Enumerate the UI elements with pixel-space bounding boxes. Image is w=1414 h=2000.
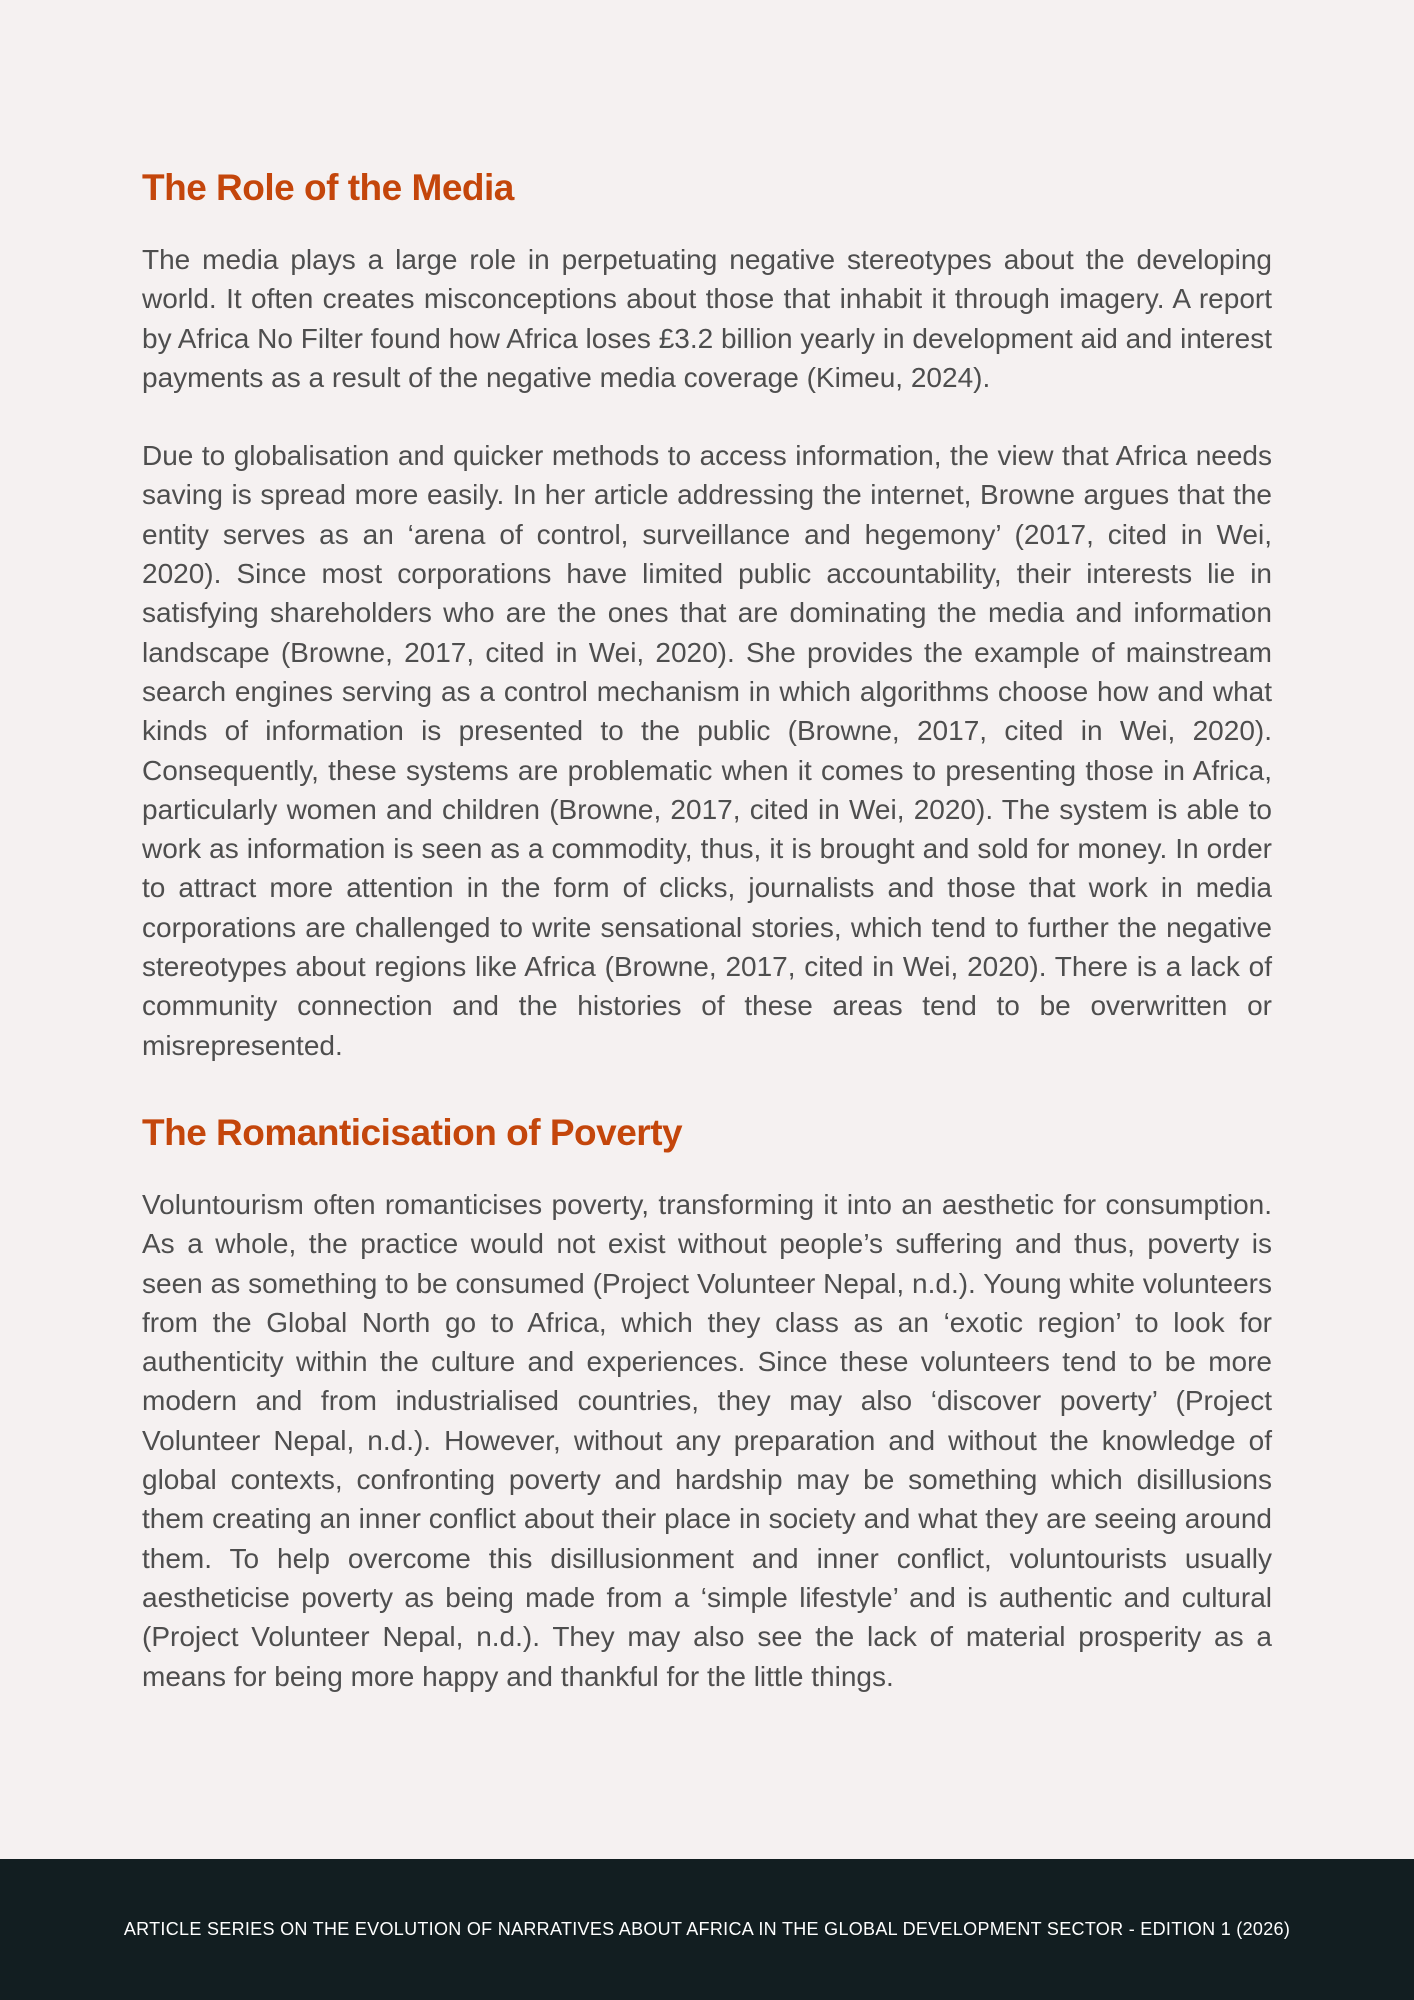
paragraph: Voluntourism often romanticises poverty, transforming it into an aesthetic for consumption. As a whole, the practice would not exist without people’s suffering and thus, poverty is seen as something to be consumed (Project Volunteer Nepal, n.d.). Young white volunteers from the Global North go to Africa, which they class as an ‘exotic region’ to look for authenticity within the culture and experiences. Since these volunteers tend to be more modern and from industrialised countries, they may also ‘discover poverty’ (Project Volunteer Nepal, n.d.). However, without any preparation and without the knowledge of global contexts, confronting poverty and hardship may be something which disillusions them creating an inner conflict about their place in society and what they are seeing around them. To help overcome this disillusionment and inner conflict, voluntourists usually aestheticise poverty as being made from a ‘simple lifestyle’ and is authentic and cultural (Project Volunteer Nepal, n.d.). They may also see the lack of material prosperity as a means for being more happy and thankful for the little things.	[142, 1188, 1272, 1692]
section-romanticisation-of-poverty	[142, 1105, 1272, 1696]
footer-bar	[0, 1859, 1414, 2000]
paragraph: Due to globalisation and quicker methods to access information, the view that Africa needs saving is spread more easily. In her article addressing the internet, Browne argues that the entity serves as an ‘arena of control, surveillance and hegemony’ (2017, cited in Wei, 2020). Since most corporations have limited public accountability, their interests lie in satisfying shareholders who are the ones that are dominating the media and information landscape (Browne, 2017, cited in Wei, 2020). She provides the example of mainstream search engines serving as a control mechanism in which algorithms choose how and what kinds of information is presented to the public (Browne, 2017, cited in Wei, 2020). Consequently, these systems are problematic when it comes to presenting those in Africa, particularly women and children (Browne, 2017, cited in Wei, 2020). The system is able to work as information is seen as a commodity, thus, it is brought and sold for money. In order to attract more attention in the form of clicks, journalists and those that work in media corporations are challenged to write sensational stories, which tend to further the negative stereotypes about regions like Africa (Browne, 2017, cited in Wei, 2020). There is a lack of community connection and the histories of these areas tend to be overwritten or misrepresented.	[142, 440, 1272, 1061]
section-role-of-media	[142, 160, 1272, 1065]
footer-text: ARTICLE SERIES ON THE EVOLUTION OF NARRATIVES ABOUT AFRICA IN THE GLOBAL DEVELOPMENT SECTOR - EDITION 1 (2026)	[123, 1919, 1291, 1939]
paragraph: The media plays a large role in perpetuating negative stereotypes about the developing world. It often creates misconceptions about those that inhabit it through imagery. A report by Africa No Filter found how Africa loses £3.2 billion yearly in development aid and interest payments as a result of the negative media coverage (Kimeu, 2024).	[142, 244, 1272, 393]
section-heading: The Romanticisation of Poverty	[142, 1111, 683, 1153]
section-heading: The Role of the Media	[142, 167, 514, 208]
article-body	[142, 160, 1272, 1696]
